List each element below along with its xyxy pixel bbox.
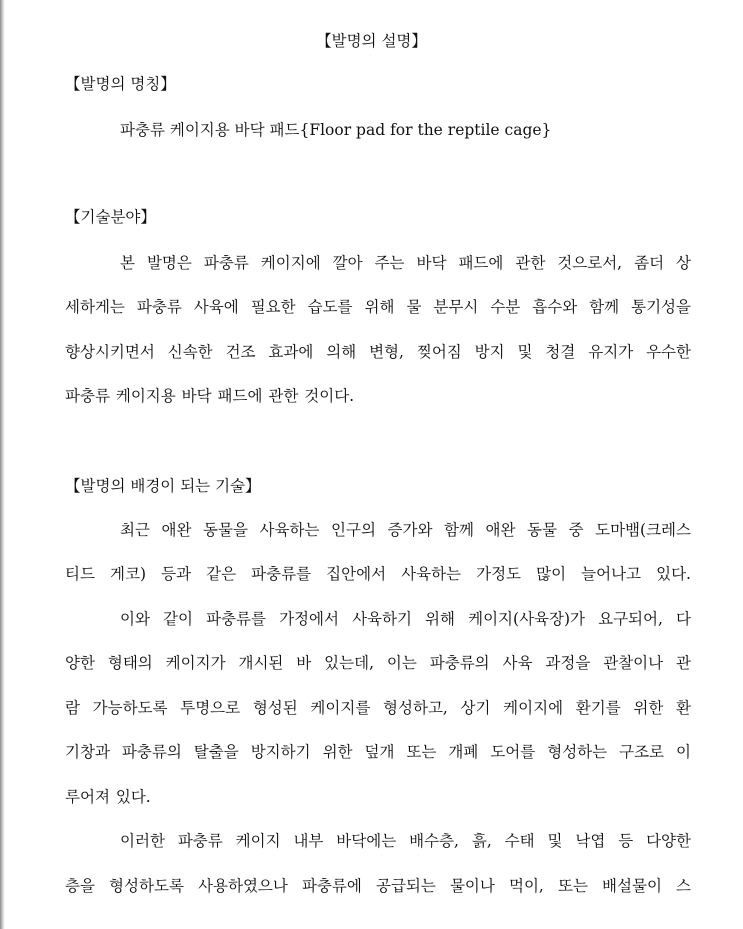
- document-title: 【발명의 설명】: [316, 32, 427, 50]
- paragraph-line: 향상시키면서 신속한 건조 효과에 의해 변형, 찢어짐 방지 및 청결 유지가 우수한: [65, 343, 691, 361]
- paragraph-line: 루어져 있다.: [65, 788, 151, 806]
- invention-name-text: 파충류 케이지용 바닥 패드{Floor pad for the reptile cage}: [120, 121, 552, 139]
- paragraph-line: 양한 형태의 케이지가 개시된 바 있는데, 이는 파충류의 사육 과정을 관찰이나 관: [65, 654, 691, 672]
- paragraph-line: 세하게는 파충류 사육에 필요한 습도를 위해 물 분무시 수분 흡수와 함께 통기성을: [65, 298, 691, 316]
- paragraph-line: 최근 애완 동물을 사육하는 인구의 증가와 함께 애완 동물 중 도마뱀(크레스: [120, 521, 691, 539]
- paragraph-line: 기창과 파충류의 탈출을 방지하기 위한 덮개 또는 개폐 도어를 형성하는 구조로 이: [65, 743, 691, 761]
- paragraph-line: 층을 형성하도록 사용하였으나 파충류에 공급되는 물이나 먹이, 또는 배설물이 스: [65, 877, 691, 895]
- paragraph-line: 이러한 파충류 케이지 내부 바닥에는 배수층, 흙, 수태 및 낙엽 등 다양한: [120, 832, 692, 850]
- section-heading-invention-name: 【발명의 명칭】: [65, 75, 176, 93]
- section-heading-technical-field: 【기술분야】: [65, 208, 156, 226]
- page-edge-shadow: [0, 0, 5, 929]
- paragraph-line: 이와 같이 파충류를 가정에서 사육하기 위해 케이지(사육장)가 요구되어, 다: [120, 610, 691, 628]
- paragraph-line: 파충류 케이지용 바닥 패드에 관한 것이다.: [65, 387, 355, 405]
- paragraph-line: 본 발명은 파충류 케이지에 깔아 주는 바닥 패드에 관한 것으로서, 좀더 상: [120, 254, 691, 272]
- paragraph-line: 람 가능하도록 투명으로 형성된 케이지를 형성하고, 상기 케이지에 환기를 위한 환: [65, 699, 691, 717]
- section-heading-background-art: 【발명의 배경이 되는 기술】: [65, 477, 261, 495]
- paragraph-line: 티드 게코) 등과 같은 파충류를 집안에서 사육하는 가정도 많이 늘어나고 있다.: [65, 565, 691, 583]
